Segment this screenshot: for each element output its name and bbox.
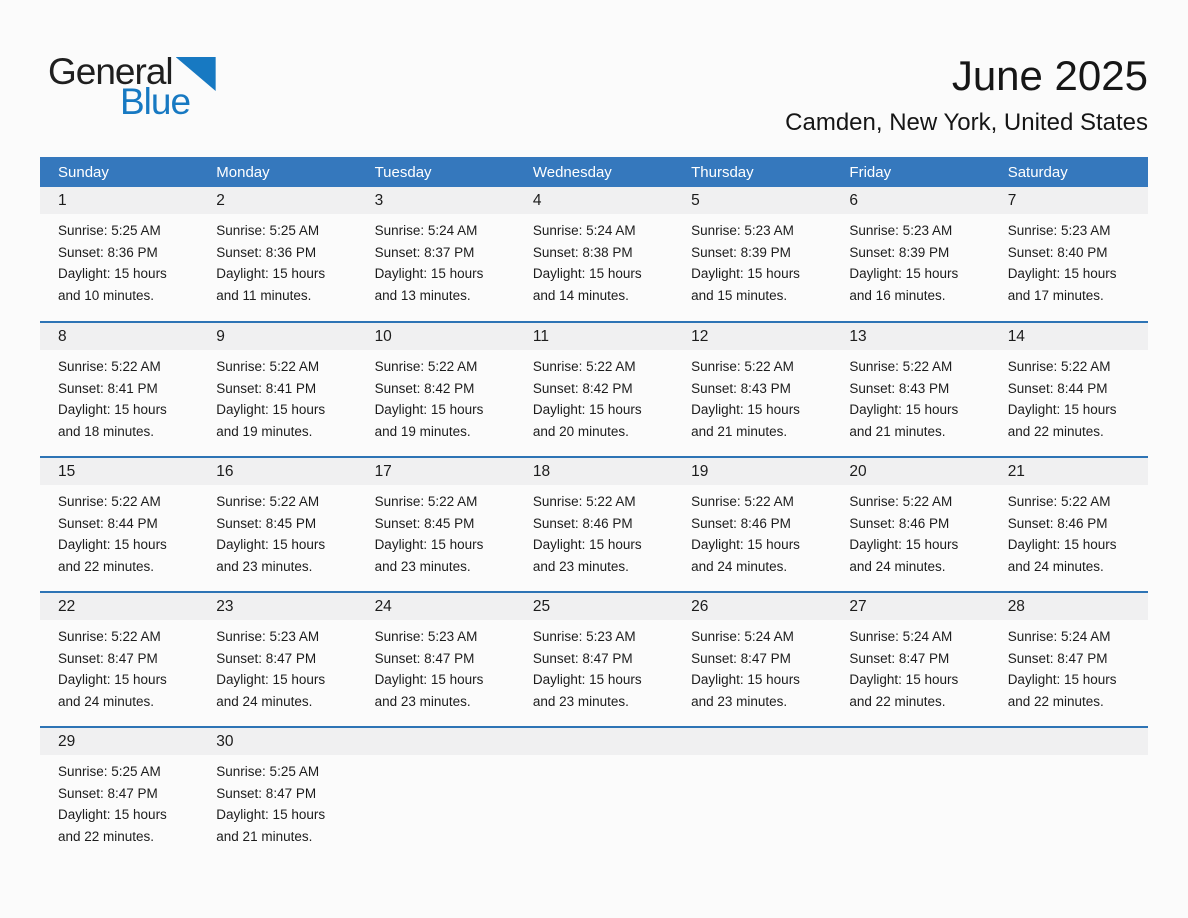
day-number-band: 2 bbox=[198, 187, 356, 214]
day-number-band: 20 bbox=[831, 458, 989, 485]
empty-day-cell bbox=[990, 727, 1148, 862]
sunrise-text: Sunrise: 5:24 AM bbox=[1007, 629, 1111, 644]
daylight-text: Daylight: 15 hours and 23 minutes. bbox=[532, 672, 642, 709]
calendar-head bbox=[40, 157, 1148, 187]
weekday-header: Saturday bbox=[990, 157, 1148, 187]
day-info bbox=[673, 620, 831, 712]
logo-text-blue: Blue bbox=[120, 81, 191, 122]
day-cell bbox=[357, 322, 515, 457]
calendar-body bbox=[40, 187, 1148, 862]
sunrise-text: Sunrise: 5:23 AM bbox=[849, 223, 953, 238]
day-cell bbox=[40, 727, 198, 862]
sunrise-text: Sunrise: 5:22 AM bbox=[216, 359, 320, 374]
day-info bbox=[198, 620, 356, 712]
empty-day-cell bbox=[831, 727, 989, 862]
day-number-band: 19 bbox=[673, 458, 831, 485]
day-cell bbox=[990, 592, 1148, 727]
daylight-text: Daylight: 15 hours and 22 minutes. bbox=[849, 672, 959, 709]
day-cell bbox=[515, 592, 673, 727]
sunset-text: Sunset: 8:42 PM bbox=[374, 380, 475, 396]
logo-text-general: General bbox=[48, 51, 173, 92]
day-number-band: 21 bbox=[990, 458, 1148, 485]
sunset-text: Sunset: 8:47 PM bbox=[58, 650, 158, 666]
daylight-text: Daylight: 15 hours and 10 minutes. bbox=[58, 266, 167, 303]
day-cell bbox=[673, 457, 831, 592]
daylight-text: Daylight: 15 hours and 24 minutes. bbox=[58, 672, 167, 709]
day-number-band bbox=[673, 728, 831, 755]
daylight-text: Daylight: 15 hours and 22 minutes. bbox=[58, 807, 167, 844]
day-cell bbox=[831, 322, 989, 457]
day-cell bbox=[198, 592, 356, 727]
daylight-text: Daylight: 15 hours and 23 minutes. bbox=[374, 537, 484, 574]
sunrise-text: Sunrise: 5:25 AM bbox=[58, 223, 161, 238]
weekday-header-row bbox=[40, 157, 1148, 187]
sunset-text: Sunset: 8:44 PM bbox=[1007, 380, 1108, 396]
sunrise-text: Sunrise: 5:23 AM bbox=[1007, 223, 1111, 238]
sunset-text: Sunset: 8:47 PM bbox=[691, 650, 791, 666]
daylight-text: Daylight: 15 hours and 21 minutes. bbox=[849, 402, 959, 439]
day-cell bbox=[357, 592, 515, 727]
day-info bbox=[357, 214, 515, 306]
day-number-band: 5 bbox=[673, 187, 831, 214]
day-info bbox=[831, 485, 989, 577]
sunset-text: Sunset: 8:42 PM bbox=[532, 380, 633, 396]
day-number-band: 4 bbox=[515, 187, 673, 214]
weekday-header: Tuesday bbox=[357, 157, 515, 187]
day-cell bbox=[357, 457, 515, 592]
sunrise-text: Sunrise: 5:22 AM bbox=[374, 359, 478, 374]
day-cell bbox=[198, 322, 356, 457]
day-info bbox=[990, 485, 1148, 577]
week-row bbox=[40, 727, 1148, 862]
day-cell bbox=[198, 187, 356, 322]
sunrise-text: Sunrise: 5:23 AM bbox=[532, 629, 636, 644]
empty-day-cell bbox=[515, 727, 673, 862]
day-cell bbox=[515, 322, 673, 457]
day-cell bbox=[515, 457, 673, 592]
empty-day-cell bbox=[673, 727, 831, 862]
day-cell bbox=[831, 187, 989, 322]
weekday-header: Thursday bbox=[673, 157, 831, 187]
day-number-band: 27 bbox=[831, 593, 989, 620]
day-number-band: 17 bbox=[357, 458, 515, 485]
day-info bbox=[990, 620, 1148, 712]
daylight-text: Daylight: 15 hours and 11 minutes. bbox=[216, 266, 326, 303]
weekday-header: Wednesday bbox=[515, 157, 673, 187]
daylight-text: Daylight: 15 hours and 24 minutes. bbox=[849, 537, 959, 574]
day-number-band: 28 bbox=[990, 593, 1148, 620]
daylight-text: Daylight: 15 hours and 21 minutes. bbox=[216, 807, 326, 844]
sunrise-text: Sunrise: 5:22 AM bbox=[1007, 359, 1111, 374]
day-cell bbox=[357, 187, 515, 322]
sunrise-text: Sunrise: 5:24 AM bbox=[849, 629, 953, 644]
day-number-band: 9 bbox=[198, 323, 356, 350]
daylight-text: Daylight: 15 hours and 23 minutes. bbox=[532, 537, 642, 574]
day-info bbox=[40, 214, 198, 306]
sunset-text: Sunset: 8:47 PM bbox=[374, 650, 475, 666]
day-cell bbox=[40, 187, 198, 322]
day-cell bbox=[673, 592, 831, 727]
day-cell bbox=[198, 727, 356, 862]
day-number-band: 1 bbox=[40, 187, 198, 214]
day-number-band: 15 bbox=[40, 458, 198, 485]
day-number-band: 29 bbox=[40, 728, 198, 755]
sunrise-text: Sunrise: 5:24 AM bbox=[532, 223, 636, 238]
page-header bbox=[0, 0, 1188, 157]
daylight-text: Daylight: 15 hours and 15 minutes. bbox=[691, 266, 800, 303]
day-info bbox=[198, 214, 356, 306]
sunset-text: Sunset: 8:43 PM bbox=[849, 380, 950, 396]
day-cell bbox=[831, 592, 989, 727]
day-cell bbox=[673, 187, 831, 322]
day-info bbox=[831, 214, 989, 306]
day-number-band bbox=[990, 728, 1148, 755]
day-info bbox=[357, 350, 515, 442]
daylight-text: Daylight: 15 hours and 19 minutes. bbox=[374, 402, 484, 439]
day-info bbox=[515, 214, 673, 306]
sunrise-text: Sunrise: 5:22 AM bbox=[1007, 494, 1111, 509]
week-row bbox=[40, 457, 1148, 592]
calendar-table bbox=[40, 157, 1148, 862]
day-number-band: 11 bbox=[515, 323, 673, 350]
daylight-text: Daylight: 15 hours and 18 minutes. bbox=[58, 402, 167, 439]
week-row bbox=[40, 187, 1148, 322]
day-info bbox=[831, 620, 989, 712]
day-number-band: 16 bbox=[198, 458, 356, 485]
empty-day-cell bbox=[357, 727, 515, 862]
day-number-band: 23 bbox=[198, 593, 356, 620]
daylight-text: Daylight: 15 hours and 22 minutes. bbox=[1007, 672, 1117, 709]
daylight-text: Daylight: 15 hours and 14 minutes. bbox=[532, 266, 642, 303]
day-info bbox=[40, 620, 198, 712]
sunset-text: Sunset: 8:46 PM bbox=[532, 515, 633, 531]
day-number-band: 6 bbox=[831, 187, 989, 214]
day-cell bbox=[673, 322, 831, 457]
sunrise-text: Sunrise: 5:25 AM bbox=[216, 764, 320, 779]
sunset-text: Sunset: 8:36 PM bbox=[216, 244, 317, 260]
daylight-text: Daylight: 15 hours and 22 minutes. bbox=[1007, 402, 1117, 439]
day-number-band: 3 bbox=[357, 187, 515, 214]
day-info bbox=[673, 485, 831, 577]
day-info bbox=[40, 350, 198, 442]
daylight-text: Daylight: 15 hours and 23 minutes. bbox=[691, 672, 800, 709]
sunrise-text: Sunrise: 5:22 AM bbox=[691, 494, 794, 509]
weekday-header: Monday bbox=[198, 157, 356, 187]
day-number-band: 30 bbox=[198, 728, 356, 755]
daylight-text: Daylight: 15 hours and 21 minutes. bbox=[691, 402, 800, 439]
sunset-text: Sunset: 8:37 PM bbox=[374, 244, 475, 260]
day-cell bbox=[40, 457, 198, 592]
sunrise-text: Sunrise: 5:22 AM bbox=[58, 494, 161, 509]
day-number-band: 22 bbox=[40, 593, 198, 620]
sunset-text: Sunset: 8:47 PM bbox=[216, 785, 317, 801]
sunset-text: Sunset: 8:47 PM bbox=[216, 650, 317, 666]
day-cell bbox=[198, 457, 356, 592]
sunrise-text: Sunrise: 5:22 AM bbox=[849, 359, 953, 374]
sunrise-text: Sunrise: 5:24 AM bbox=[691, 629, 794, 644]
sunrise-text: Sunrise: 5:23 AM bbox=[691, 223, 794, 238]
sunrise-text: Sunrise: 5:22 AM bbox=[58, 359, 161, 374]
day-cell bbox=[40, 322, 198, 457]
day-number-band: 24 bbox=[357, 593, 515, 620]
sunset-text: Sunset: 8:40 PM bbox=[1007, 244, 1108, 260]
sunset-text: Sunset: 8:46 PM bbox=[1007, 515, 1108, 531]
day-info bbox=[673, 214, 831, 306]
day-cell bbox=[40, 592, 198, 727]
calendar-container bbox=[40, 157, 1148, 862]
day-cell bbox=[990, 322, 1148, 457]
daylight-text: Daylight: 15 hours and 23 minutes. bbox=[374, 672, 484, 709]
daylight-text: Daylight: 15 hours and 13 minutes. bbox=[374, 266, 484, 303]
sunrise-text: Sunrise: 5:22 AM bbox=[532, 359, 636, 374]
day-cell bbox=[990, 457, 1148, 592]
daylight-text: Daylight: 15 hours and 24 minutes. bbox=[1007, 537, 1117, 574]
sunrise-text: Sunrise: 5:23 AM bbox=[216, 629, 320, 644]
daylight-text: Daylight: 15 hours and 22 minutes. bbox=[58, 537, 167, 574]
day-number-band bbox=[831, 728, 989, 755]
sunset-text: Sunset: 8:47 PM bbox=[58, 785, 158, 801]
sunrise-text: Sunrise: 5:22 AM bbox=[532, 494, 636, 509]
sunrise-text: Sunrise: 5:22 AM bbox=[216, 494, 320, 509]
weekday-header: Sunday bbox=[40, 157, 198, 187]
day-number-band bbox=[357, 728, 515, 755]
day-cell bbox=[831, 457, 989, 592]
day-number-band: 25 bbox=[515, 593, 673, 620]
sunset-text: Sunset: 8:47 PM bbox=[532, 650, 633, 666]
sunset-text: Sunset: 8:47 PM bbox=[1007, 650, 1108, 666]
sunset-text: Sunset: 8:44 PM bbox=[58, 515, 158, 531]
day-info bbox=[673, 350, 831, 442]
sunrise-text: Sunrise: 5:22 AM bbox=[849, 494, 953, 509]
sunset-text: Sunset: 8:36 PM bbox=[58, 244, 158, 260]
day-number-band: 26 bbox=[673, 593, 831, 620]
day-info bbox=[198, 485, 356, 577]
general-blue-logo bbox=[48, 51, 216, 122]
day-info bbox=[831, 350, 989, 442]
day-number-band bbox=[515, 728, 673, 755]
daylight-text: Daylight: 15 hours and 20 minutes. bbox=[532, 402, 642, 439]
sunset-text: Sunset: 8:39 PM bbox=[849, 244, 950, 260]
sunset-text: Sunset: 8:41 PM bbox=[58, 380, 158, 396]
sunrise-text: Sunrise: 5:22 AM bbox=[58, 629, 161, 644]
sunset-text: Sunset: 8:38 PM bbox=[532, 244, 633, 260]
sunrise-text: Sunrise: 5:25 AM bbox=[216, 223, 320, 238]
location-subtitle: Camden, New York, United States bbox=[785, 109, 1148, 136]
title-block bbox=[785, 50, 1148, 138]
day-info bbox=[40, 755, 198, 847]
day-number-band: 10 bbox=[357, 323, 515, 350]
day-info bbox=[198, 755, 356, 847]
sunset-text: Sunset: 8:45 PM bbox=[216, 515, 317, 531]
day-info bbox=[357, 620, 515, 712]
month-title: June 2025 bbox=[951, 52, 1148, 99]
sunset-text: Sunset: 8:41 PM bbox=[216, 380, 317, 396]
daylight-text: Daylight: 15 hours and 23 minutes. bbox=[216, 537, 326, 574]
sunrise-text: Sunrise: 5:22 AM bbox=[691, 359, 794, 374]
day-info bbox=[198, 350, 356, 442]
day-number-band: 12 bbox=[673, 323, 831, 350]
sunset-text: Sunset: 8:45 PM bbox=[374, 515, 475, 531]
day-info bbox=[40, 485, 198, 577]
day-number-band: 13 bbox=[831, 323, 989, 350]
day-number-band: 18 bbox=[515, 458, 673, 485]
day-info bbox=[515, 485, 673, 577]
day-cell bbox=[990, 187, 1148, 322]
sunset-text: Sunset: 8:39 PM bbox=[691, 244, 791, 260]
day-info bbox=[990, 350, 1148, 442]
day-info bbox=[357, 485, 515, 577]
daylight-text: Daylight: 15 hours and 24 minutes. bbox=[691, 537, 800, 574]
daylight-text: Daylight: 15 hours and 16 minutes. bbox=[849, 266, 959, 303]
sunset-text: Sunset: 8:43 PM bbox=[691, 380, 791, 396]
sunrise-text: Sunrise: 5:25 AM bbox=[58, 764, 161, 779]
sunset-text: Sunset: 8:46 PM bbox=[691, 515, 791, 531]
day-info bbox=[990, 214, 1148, 306]
sunrise-text: Sunrise: 5:23 AM bbox=[374, 629, 478, 644]
daylight-text: Daylight: 15 hours and 24 minutes. bbox=[216, 672, 326, 709]
day-number-band: 14 bbox=[990, 323, 1148, 350]
week-row bbox=[40, 592, 1148, 727]
day-number-band: 7 bbox=[990, 187, 1148, 214]
day-number-band: 8 bbox=[40, 323, 198, 350]
sunrise-text: Sunrise: 5:22 AM bbox=[374, 494, 478, 509]
sunset-text: Sunset: 8:47 PM bbox=[849, 650, 950, 666]
weekday-header: Friday bbox=[831, 157, 989, 187]
day-info bbox=[515, 350, 673, 442]
week-row bbox=[40, 322, 1148, 457]
day-info bbox=[515, 620, 673, 712]
day-cell bbox=[515, 187, 673, 322]
sunset-text: Sunset: 8:46 PM bbox=[849, 515, 950, 531]
daylight-text: Daylight: 15 hours and 19 minutes. bbox=[216, 402, 326, 439]
sunrise-text: Sunrise: 5:24 AM bbox=[374, 223, 478, 238]
daylight-text: Daylight: 15 hours and 17 minutes. bbox=[1007, 266, 1117, 303]
